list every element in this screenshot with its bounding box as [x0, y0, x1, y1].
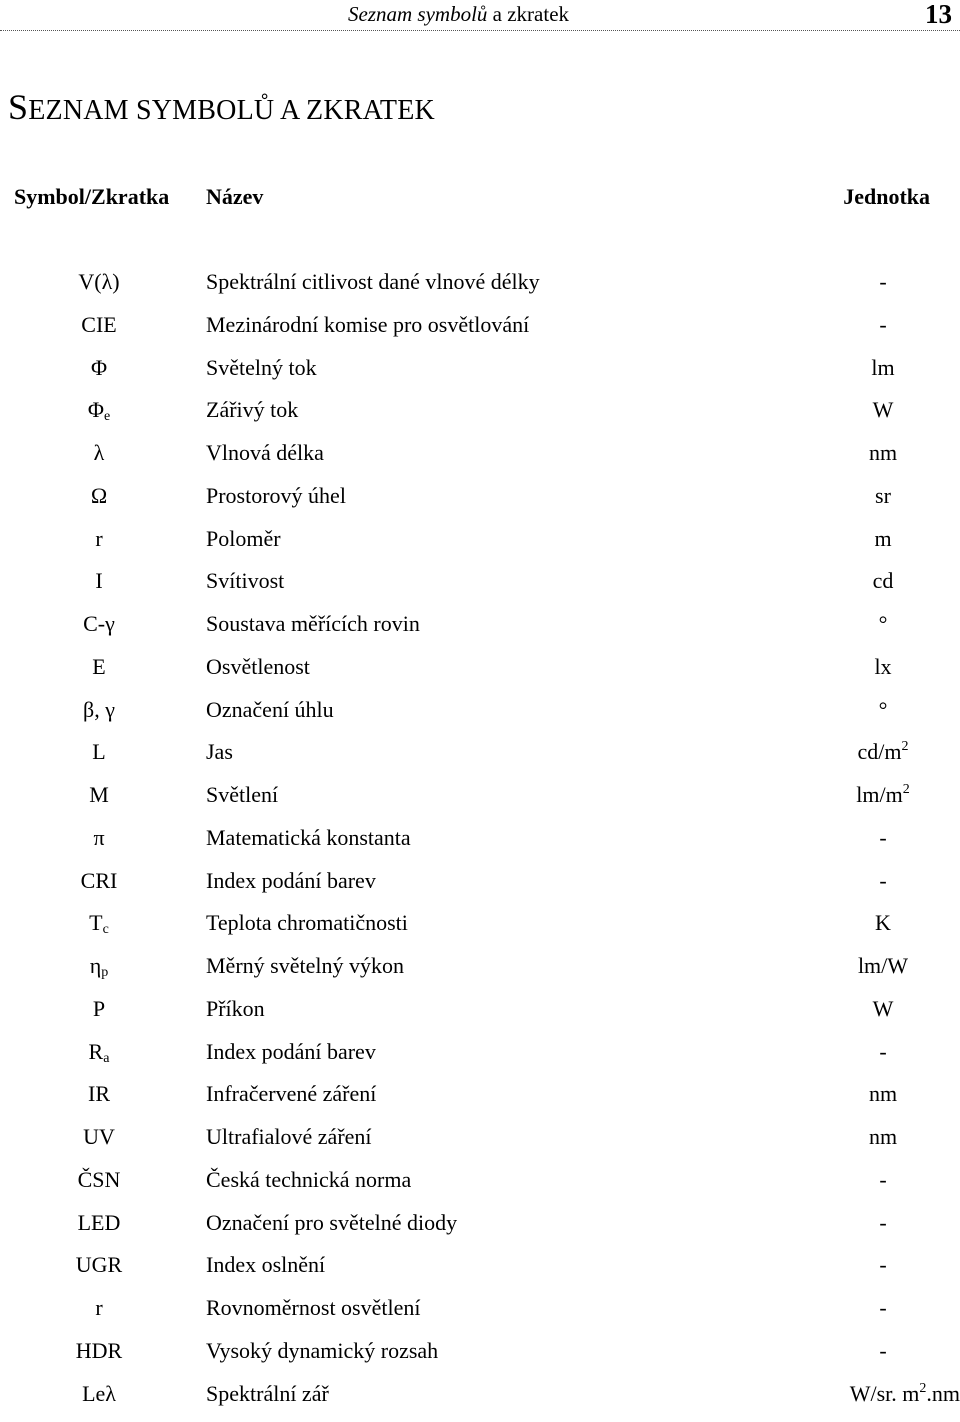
row-symbol-text: UGR — [76, 1252, 122, 1277]
row-unit — [790, 1167, 960, 1193]
row-symbol — [0, 953, 198, 981]
row-symbol-text: I — [95, 568, 102, 593]
row-name: Index podání barev — [206, 1039, 376, 1065]
table-row — [0, 1337, 960, 1380]
row-unit — [790, 355, 960, 381]
row-symbol-text: Φ — [91, 355, 107, 380]
table-row — [0, 1294, 960, 1337]
row-unit-text: lm/m — [856, 782, 902, 807]
table-row — [0, 311, 960, 354]
page-number: 13 — [925, 0, 952, 30]
row-symbol — [0, 1039, 198, 1067]
row-unit — [790, 568, 960, 594]
row-unit — [790, 312, 960, 338]
row-symbol — [0, 483, 198, 509]
row-unit — [790, 868, 960, 894]
table-row — [0, 1166, 960, 1209]
row-unit — [790, 1295, 960, 1321]
row-unit-text: - — [879, 269, 886, 294]
row-name: Světelný tok — [206, 355, 317, 381]
row-name: Označení úhlu — [206, 697, 334, 723]
row-unit-text: nm — [869, 1081, 897, 1106]
row-name: Jas — [206, 739, 233, 765]
row-symbol-text: ČSN — [78, 1167, 121, 1192]
row-symbol-text: CIE — [81, 312, 116, 337]
row-symbol-text: E — [92, 654, 105, 679]
table-row — [0, 1380, 960, 1422]
row-name: Vysoký dynamický rozsah — [206, 1338, 438, 1364]
row-name: Zářivý tok — [206, 397, 298, 423]
row-symbol-text: r — [95, 1295, 102, 1320]
row-name: Prostorový úhel — [206, 483, 346, 509]
row-unit-text: - — [879, 1210, 886, 1235]
row-unit — [790, 996, 960, 1022]
row-unit-superscript: 2 — [919, 1381, 926, 1396]
row-unit-text: cd — [873, 568, 894, 593]
row-unit — [790, 483, 960, 509]
table-row — [0, 696, 960, 739]
table-row — [0, 525, 960, 568]
table-row — [0, 824, 960, 867]
row-name: Svítivost — [206, 568, 284, 594]
row-name: Spektrální zář — [206, 1381, 329, 1407]
row-name: Spektrální citlivost dané vlnové délky — [206, 269, 540, 295]
row-unit-text: - — [879, 825, 886, 850]
row-symbol-text: L — [92, 739, 105, 764]
row-unit-text: - — [879, 312, 886, 337]
row-unit — [790, 1210, 960, 1236]
row-unit — [790, 397, 960, 423]
row-unit-text: - — [879, 1338, 886, 1363]
table-row — [0, 1038, 960, 1081]
row-unit-text: lm/W — [858, 953, 908, 978]
table-row — [0, 781, 960, 824]
row-unit — [790, 526, 960, 552]
row-symbol — [0, 782, 198, 808]
table-row — [0, 1209, 960, 1252]
row-unit — [790, 953, 960, 979]
row-name: Teplota chromatičnosti — [206, 910, 408, 936]
row-symbol — [0, 1167, 198, 1193]
row-unit — [790, 1252, 960, 1278]
page-title-rest: EZNAM SYMBOLŮ A ZKRATEK — [28, 95, 435, 126]
row-unit-text: nm — [869, 1124, 897, 1149]
row-name: Osvětlenost — [206, 654, 310, 680]
row-symbol — [0, 1295, 198, 1321]
row-unit — [790, 1338, 960, 1364]
row-name: Mezinárodní komise pro osvětlování — [206, 312, 529, 338]
row-symbol — [0, 868, 198, 894]
row-symbol-subscript: e — [104, 409, 110, 424]
row-symbol-text: Ω — [91, 483, 107, 508]
row-symbol-text: Leλ — [82, 1381, 116, 1406]
running-title — [348, 2, 569, 27]
row-name: Označení pro světelné diody — [206, 1210, 457, 1236]
row-symbol — [0, 397, 198, 425]
row-unit-text: lm — [871, 355, 894, 380]
row-symbol-text: HDR — [76, 1338, 122, 1363]
row-unit-tail: .nm — [926, 1381, 960, 1406]
row-symbol-text: IR — [88, 1081, 110, 1106]
row-symbol-text: π — [93, 825, 104, 850]
row-symbol — [0, 355, 198, 381]
row-unit-text: - — [879, 1039, 886, 1064]
row-symbol — [0, 654, 198, 680]
row-unit — [760, 1381, 960, 1407]
row-symbol — [0, 1381, 198, 1407]
row-symbol — [0, 526, 198, 552]
row-symbol — [0, 697, 198, 723]
row-name: Index podání barev — [206, 868, 376, 894]
row-symbol — [0, 269, 198, 295]
table-row — [0, 867, 960, 910]
table-row — [0, 268, 960, 311]
row-name: Vlnová délka — [206, 440, 324, 466]
column-header-symbol: Symbol/Zkratka — [14, 184, 169, 210]
row-symbol — [0, 1210, 198, 1236]
table-row — [0, 482, 960, 525]
table-row — [0, 1080, 960, 1123]
row-unit-text: - — [879, 868, 886, 893]
row-name: Soustava měřících rovin — [206, 611, 420, 637]
row-symbol-text: M — [89, 782, 109, 807]
table-row — [0, 1123, 960, 1166]
row-unit — [790, 440, 960, 466]
column-headers — [0, 184, 960, 214]
row-unit-text: W — [873, 397, 894, 422]
row-symbol — [0, 996, 198, 1022]
row-symbol-text: UV — [83, 1124, 115, 1149]
row-symbol — [0, 1252, 198, 1278]
row-unit — [790, 910, 960, 936]
row-symbol-text: η — [90, 953, 102, 978]
row-symbol — [0, 825, 198, 851]
row-unit — [790, 654, 960, 680]
row-unit — [790, 1124, 960, 1150]
table-row — [0, 653, 960, 696]
table-row — [0, 610, 960, 653]
row-unit — [790, 1039, 960, 1065]
row-unit-text: ° — [879, 611, 888, 636]
running-title-rest: a zkratek — [487, 2, 569, 26]
row-symbol-text: CRI — [81, 868, 118, 893]
row-unit-superscript: 2 — [902, 739, 909, 754]
row-unit-text: sr — [875, 483, 891, 508]
table-row — [0, 439, 960, 482]
page-title — [8, 86, 435, 128]
column-header-unit: Jednotka — [843, 184, 930, 210]
row-name: Poloměr — [206, 526, 281, 552]
row-unit-text: ° — [879, 697, 888, 722]
table-row — [0, 952, 960, 995]
row-symbol — [0, 312, 198, 338]
row-symbol — [0, 568, 198, 594]
row-symbol-text: T — [89, 910, 102, 935]
table-row — [0, 567, 960, 610]
row-symbol-text: Φ — [88, 397, 104, 422]
row-name: Světlení — [206, 782, 278, 808]
row-unit-text: - — [879, 1167, 886, 1192]
page-title-initial: S — [8, 87, 28, 127]
table-row — [0, 396, 960, 439]
row-symbol — [0, 1124, 198, 1150]
row-unit-text: cd/m — [858, 739, 902, 764]
running-title-italic: Seznam symbolů — [348, 2, 487, 26]
symbol-list — [0, 268, 960, 1422]
row-name: Příkon — [206, 996, 265, 1022]
row-name: Měrný světelný výkon — [206, 953, 404, 979]
row-name: Infračervené záření — [206, 1081, 376, 1107]
row-symbol — [0, 910, 198, 938]
row-unit — [790, 739, 960, 765]
row-symbol — [0, 1338, 198, 1364]
row-unit-superscript: 2 — [903, 782, 910, 797]
row-symbol-text: R — [89, 1039, 104, 1064]
row-symbol — [0, 440, 198, 466]
row-unit-text: W/sr. m — [850, 1381, 920, 1406]
row-symbol-text: C-γ — [83, 611, 115, 636]
row-symbol-text: λ — [94, 440, 105, 465]
table-row — [0, 738, 960, 781]
row-name: Česká technická norma — [206, 1167, 411, 1193]
row-unit — [790, 782, 960, 808]
row-name: Rovnoměrnost osvětlení — [206, 1295, 420, 1321]
row-symbol — [0, 739, 198, 765]
table-row — [0, 1251, 960, 1294]
row-unit — [790, 269, 960, 295]
table-row — [0, 995, 960, 1038]
row-symbol-text: V(λ) — [78, 269, 119, 294]
row-unit — [790, 611, 960, 637]
row-unit-text: m — [874, 526, 891, 551]
row-unit — [790, 825, 960, 851]
row-unit — [790, 1081, 960, 1107]
row-name: Ultrafialové záření — [206, 1124, 372, 1150]
row-symbol-text: P — [93, 996, 105, 1021]
running-header — [0, 0, 960, 31]
table-row — [0, 354, 960, 397]
row-unit-text: nm — [869, 440, 897, 465]
row-symbol — [0, 611, 198, 637]
row-symbol-subscript: p — [101, 965, 108, 980]
row-unit-text: - — [879, 1252, 886, 1277]
row-symbol — [0, 1081, 198, 1107]
row-unit-text: lx — [874, 654, 891, 679]
row-symbol-text: r — [95, 526, 102, 551]
row-symbol-subscript: c — [103, 922, 109, 937]
column-header-name: Název — [206, 184, 263, 210]
row-symbol-text: LED — [78, 1210, 121, 1235]
row-name: Index oslnění — [206, 1252, 325, 1278]
row-unit-text: W — [873, 996, 894, 1021]
row-symbol-text: β, γ — [83, 697, 115, 722]
table-row — [0, 909, 960, 952]
row-unit-text: - — [879, 1295, 886, 1320]
row-unit-text: K — [875, 910, 891, 935]
row-name: Matematická konstanta — [206, 825, 411, 851]
row-unit — [790, 697, 960, 723]
row-symbol-subscript: a — [103, 1051, 109, 1066]
